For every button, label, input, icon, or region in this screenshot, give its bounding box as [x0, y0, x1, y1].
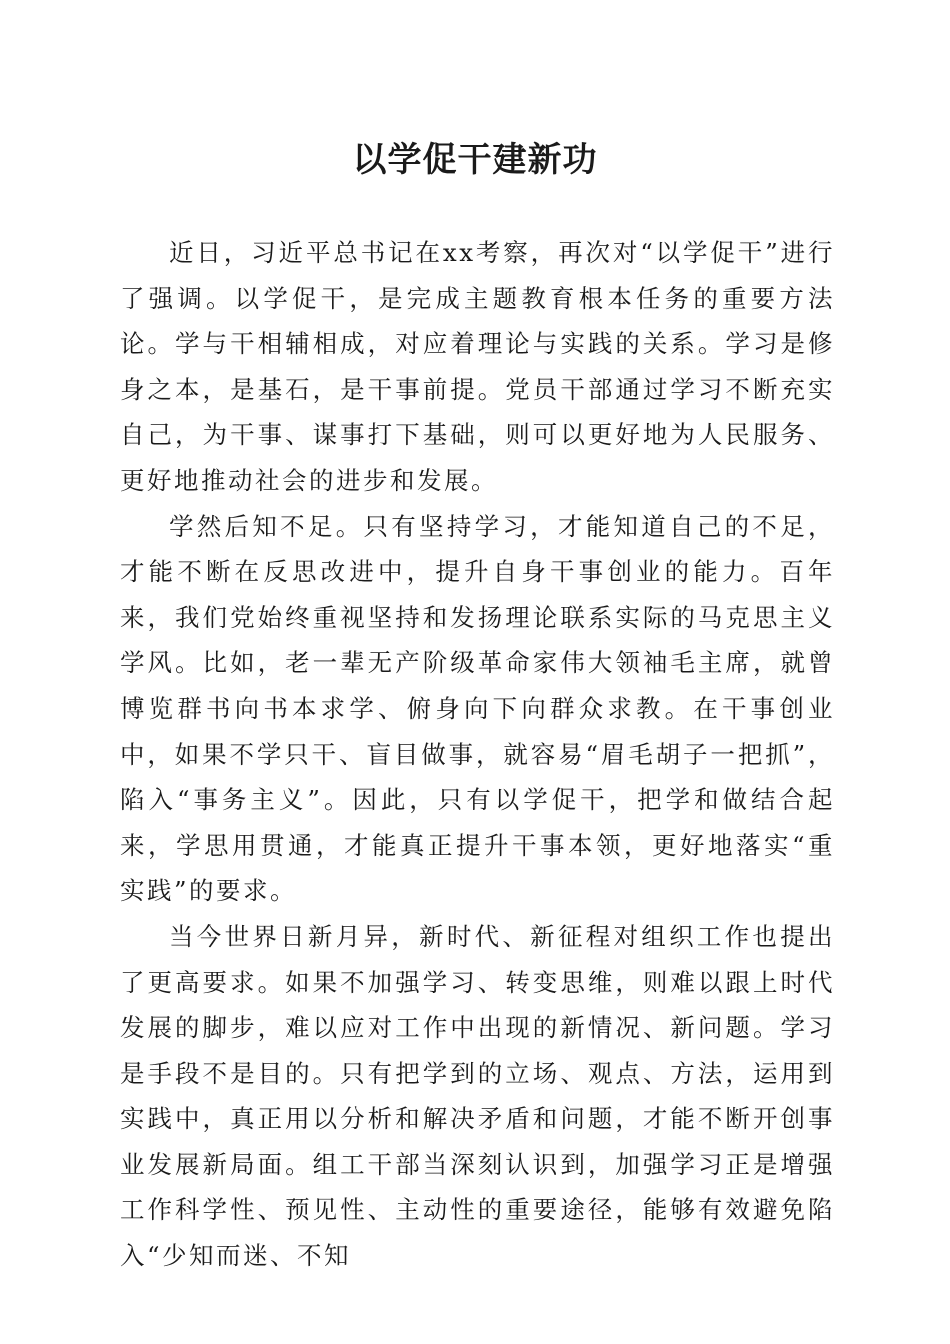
paragraph-3: 当今世界日新月异，新时代、新征程对组织工作也提出了更高要求。如果不加强学习、转变思维，则难以跟上时代发展的脚步，难以应对工作中出现的新情况、新问题。学习是手段不是目的。只有把学到的立场、观点、方法，运用到实践中，真正用以分析和解决矛盾和问题，才能不断开创事业发展新局面。组工干部当深刻认识到，加强学习正是增强工作科学性、预见性、主动性的重要途径，能够有效避免陷入“少知而迷、不知 [120, 921, 835, 1271]
paragraph-2: 学然后知不足。只有坚持学习，才能知道自己的不足，才能不断在反思改进中，提升自身干事创业的能力。百年来，我们党始终重视坚持和发扬理论联系实际的马克思主义学风。比如，老一辈无产阶级革命家伟大领袖毛主席，就曾博览群书向书本求学、俯身向下向群众求教。在干事创业中，如果不学只干、盲目做事，就容易“眉毛胡子一把抓”，陷入“事务主义”。因此，只有以学促干，把学和做结合起来，学思用贯通，才能真正提升干事本领，更好地落实“重实践”的要求。 [120, 511, 835, 906]
paragraph-1: 近日，习近平总书记在xx考察，再次对“以学促干”进行了强调。以学促干，是完成主题教育根本任务的重要方法论。学与干相辅相成，对应着理论与实践的关系。学习是修身之本，是基石，是干事前提。党员干部通过学习不断充实自己，为干事、谋事打下基础，则可以更好地为人民服务、更好地推动社会的进步和发展。 [120, 238, 835, 495]
document-body [120, 230, 835, 1279]
page-title: 以学促干建新功 [352, 140, 598, 180]
